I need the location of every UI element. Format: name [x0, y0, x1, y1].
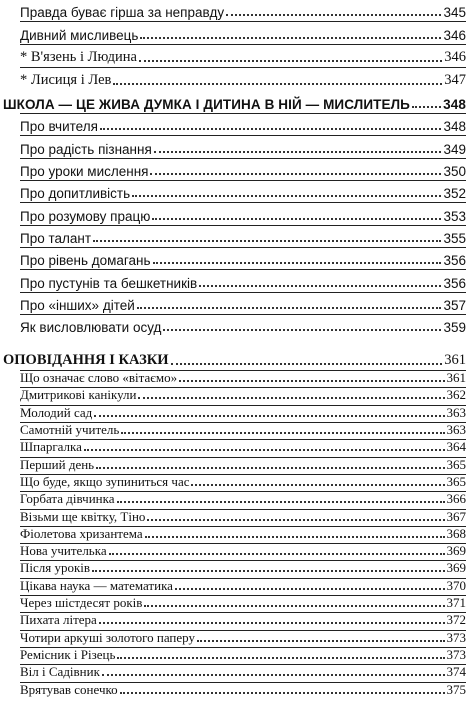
- dot-leader: [226, 14, 441, 16]
- entry-page: 356: [443, 253, 466, 268]
- toc-entry[interactable]: [0, 226, 476, 248]
- dot-leader: [145, 536, 445, 538]
- dot-leader: [150, 173, 441, 175]
- entry-page: 363: [446, 404, 466, 420]
- entry-title: Нова учителька: [20, 543, 107, 559]
- dot-leader: [93, 240, 441, 242]
- toc-entry[interactable]: [0, 271, 476, 293]
- entry-page: 370: [446, 577, 466, 593]
- dot-leader: [412, 106, 441, 108]
- entry-page: 365: [446, 456, 466, 472]
- dot-leader: [199, 285, 441, 287]
- entry-title: Про допитливість: [20, 186, 131, 201]
- entry-title: Правда буває гірша за неправду: [20, 5, 225, 20]
- entry-title: Дивний мисливець: [20, 28, 139, 43]
- entry-page: 369: [446, 543, 466, 559]
- entry-title: Самотній учитель: [20, 421, 120, 437]
- dot-leader: [100, 128, 442, 130]
- dot-leader: [137, 307, 442, 309]
- toc-entry[interactable]: [0, 23, 476, 45]
- dot-leader: [175, 588, 445, 590]
- entry-page: 347: [444, 72, 466, 88]
- entry-page: 357: [443, 298, 466, 313]
- entry-title: * В'язень і Людина: [20, 49, 137, 65]
- toc-entry[interactable]: [0, 137, 476, 159]
- toc-entry[interactable]: [0, 159, 476, 181]
- entry-page: 356: [443, 276, 466, 291]
- entry-page: 372: [446, 612, 466, 628]
- entry-page: 345: [443, 5, 466, 20]
- entry-title: Про розумову працю: [20, 209, 151, 224]
- row-divider: [20, 21, 466, 22]
- dot-leader: [179, 380, 444, 382]
- dot-leader: [102, 674, 445, 676]
- toc-entry[interactable]: [0, 248, 476, 270]
- entry-title: Ремісник і Різець: [20, 647, 116, 663]
- entry-page: 359: [443, 320, 466, 335]
- dot-leader: [147, 519, 444, 521]
- dot-leader: [94, 415, 444, 417]
- dot-leader: [120, 692, 445, 694]
- entry-page: 364: [446, 439, 466, 455]
- entry-page: 368: [446, 525, 466, 541]
- entry-page: 374: [446, 664, 466, 680]
- entry-page: 355: [443, 231, 466, 246]
- section-page: 361: [444, 352, 466, 368]
- entry-page: 373: [446, 647, 466, 663]
- dot-leader: [109, 553, 445, 555]
- entry-page: 375: [446, 681, 466, 697]
- row-divider: [20, 269, 466, 270]
- entry-title: Шпаргалка: [20, 439, 82, 455]
- entry-title: Цікава наука — математика: [20, 577, 173, 593]
- dot-leader: [154, 151, 442, 153]
- dot-leader: [153, 262, 442, 264]
- entry-title: Чотири аркуші золотого паперу: [20, 629, 195, 645]
- entry-title: Візьми ще квітку, Тіно: [20, 508, 146, 524]
- row-divider: [20, 67, 466, 68]
- entry-page: 373: [446, 629, 466, 645]
- entry-page: 362: [446, 387, 466, 403]
- entry-title: Як висловлювати осуд: [20, 320, 162, 335]
- row-divider: [20, 135, 466, 136]
- entry-page: 366: [446, 491, 466, 507]
- dot-leader: [96, 467, 444, 469]
- dot-leader: [171, 363, 443, 365]
- dot-leader: [139, 60, 442, 62]
- dot-leader: [121, 432, 444, 434]
- section-page: 348: [443, 97, 466, 112]
- section-title: ШКОЛА — ЦЕ ЖИВА ДУМКА І ДИТИНА В НІЙ — МИСЛИТЕЛЬ: [3, 97, 410, 112]
- dot-leader: [163, 329, 441, 331]
- dot-leader: [140, 37, 441, 39]
- entry-title: Про рівень домагань: [20, 253, 151, 268]
- entry-title: Молодий сад: [20, 404, 93, 420]
- entry-page: 346: [443, 28, 466, 43]
- section-heading-school[interactable]: [0, 92, 476, 114]
- entry-title: Про вчителя: [20, 119, 98, 134]
- toc-entry[interactable]: [0, 315, 476, 337]
- entry-title: Врятував сонечко: [20, 681, 118, 697]
- entry-title: Що означає слово «вітаємо»: [20, 370, 178, 385]
- entry-title: Пихата літера: [20, 612, 97, 628]
- toc-entry[interactable]: [0, 204, 476, 226]
- dot-leader: [84, 449, 445, 451]
- entry-page: 365: [446, 473, 466, 489]
- dot-leader: [117, 657, 444, 659]
- dot-leader: [92, 570, 444, 572]
- entry-page: 352: [443, 186, 466, 201]
- dot-leader: [197, 640, 445, 642]
- entry-title: Фіолетова хризантема: [20, 525, 143, 541]
- entry-title: Про талант: [20, 231, 92, 246]
- dot-leader: [113, 83, 442, 85]
- dot-leader: [117, 501, 445, 503]
- entry-title: Про «інших» дітей: [20, 298, 135, 313]
- row-divider: [20, 44, 466, 45]
- dot-leader: [138, 397, 444, 399]
- entry-title: Через шістдесят років: [20, 595, 143, 611]
- entry-title: Про пустунів та бешкетників: [20, 276, 198, 291]
- entry-page: 367: [446, 508, 466, 524]
- dot-leader: [144, 605, 444, 607]
- entry-page: 348: [443, 119, 466, 134]
- entry-title: Горбата дівчинка: [20, 491, 115, 507]
- toc-entry[interactable]: [0, 181, 476, 203]
- toc-entry[interactable]: [0, 0, 476, 22]
- toc-entry[interactable]: [0, 46, 476, 68]
- entry-title: Після уроків: [20, 560, 91, 576]
- entry-page: 346: [444, 49, 466, 65]
- entry-page: 361: [446, 370, 466, 385]
- entry-page: 371: [446, 595, 466, 611]
- toc-entry[interactable]: [0, 114, 476, 136]
- row-divider: [20, 202, 466, 203]
- toc-entry[interactable]: [0, 680, 476, 702]
- entry-title: * Лисиця і Лев: [20, 72, 112, 88]
- entry-title: Дмитрикові канікули: [20, 387, 137, 403]
- entry-title: Віл і Садівник: [20, 664, 100, 680]
- entry-title: Що буде, якщо зупиниться час: [20, 473, 190, 489]
- dot-leader: [132, 195, 441, 197]
- entry-page: 349: [443, 142, 466, 157]
- entry-title: Перший день: [20, 456, 95, 472]
- entry-page: 363: [446, 421, 466, 437]
- entry-page: 350: [443, 164, 466, 179]
- section-title: ОПОВІДАННЯ І КАЗКИ: [3, 352, 169, 368]
- entry-title: Про уроки мислення: [20, 164, 149, 179]
- dot-leader: [99, 622, 445, 624]
- entry-page: 369: [446, 560, 466, 576]
- entry-title: Про радість пізнання: [20, 142, 152, 157]
- dot-leader: [191, 484, 444, 486]
- toc-entry[interactable]: [0, 293, 476, 315]
- toc-entry[interactable]: [0, 69, 476, 91]
- entry-page: 353: [443, 209, 466, 224]
- dot-leader: [152, 218, 441, 220]
